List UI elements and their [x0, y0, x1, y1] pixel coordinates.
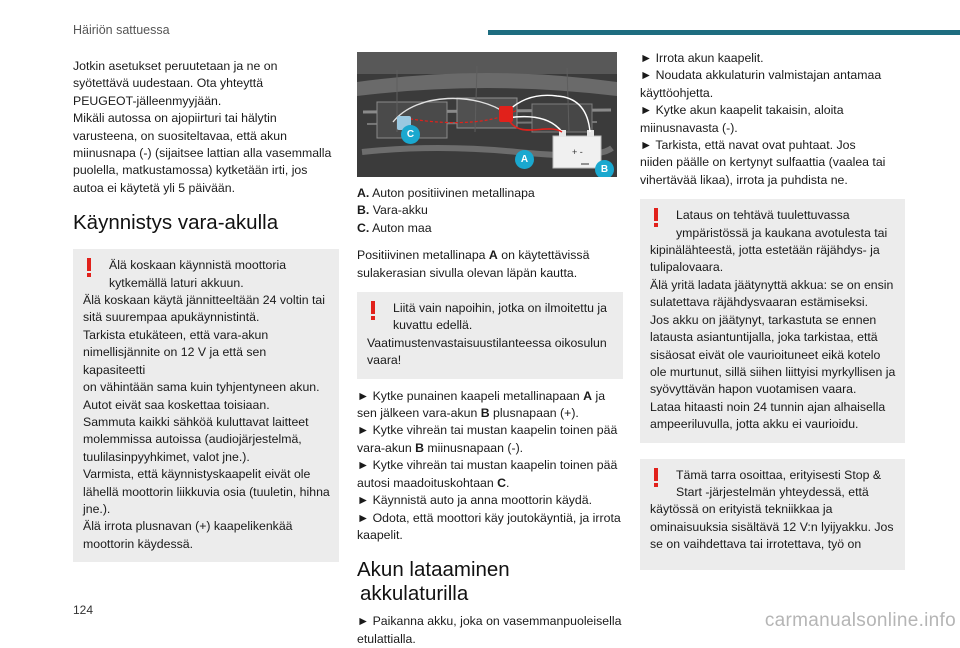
text-line: sulatettava räjähdysvaaran estämiseksi. [650, 295, 869, 310]
text-span: autosi maadoituskohtaan [357, 475, 498, 490]
text-line: moottorin käydessä. [83, 536, 194, 551]
jump-start-steps [357, 388, 623, 545]
text-line: Älä irrota plusnavan (+) kaapelikenkää [83, 519, 293, 534]
text-line [357, 388, 623, 405]
text-line: Varmista, että käynnistyskaapelit eivät ole [83, 467, 311, 482]
text-line: latausta asiantuntijalla, joka tarkistaa, että [650, 330, 878, 345]
text-line: se on vaihdettava tai irrotettava, työ on [650, 537, 862, 552]
text-line: ► Kytke vihreän tai mustan kaapelin toinen pää [357, 458, 618, 473]
text-line: PEUGEOT-jälleenmyyjään. [73, 93, 222, 108]
text-line: Start -järjestelmän yhteydessä, että [676, 484, 869, 499]
text-line: Älä yritä ladata jäätynyttä akkua: se on ensin [650, 277, 894, 292]
text-line: lähellä moottorin liikkuvia osia (tuuletin, hihna [83, 484, 330, 499]
text-span: vara-akun [357, 440, 416, 455]
text-span: plusnapaan (+). [489, 406, 579, 421]
legend-key: C. [357, 220, 370, 235]
text-line: Liitä vain napoihin, jotka on ilmoitettu ja [393, 301, 607, 316]
column-3 [640, 50, 905, 570]
text-line: autoa ei käytetä yli 5 päivään. [73, 180, 236, 195]
text-line: Tarkista etukäteen, että vara-akun [83, 327, 269, 342]
warning-box [357, 292, 623, 379]
charging-step [357, 613, 623, 648]
header-accent-bar [488, 30, 960, 35]
text-line [357, 247, 623, 264]
page-number: 124 [73, 603, 94, 617]
text-line: ampeeriluvulla, jotta akku ei vaurioidu. [650, 417, 859, 432]
text-line: Älä koskaan käytä jännitteeltään 24 voltin tai [83, 293, 325, 308]
text-line: puolella, matkustamossa) kytketään irti, jos [73, 163, 308, 178]
text-line: varusteena, on suositeltavaa, että akun [73, 128, 287, 143]
charging-steps [640, 50, 905, 189]
heading-jump-start: Käynnistys vara-akulla [73, 211, 279, 235]
legend-key: A. [357, 186, 370, 200]
text-span: ja [592, 388, 606, 403]
label-a-badge: A [515, 150, 534, 169]
column-1 [73, 58, 339, 562]
legend-text: Vara-akku [372, 203, 428, 218]
text-line: ominaisuuksia sisältävä 12 V:n lyijyakku. Jos [650, 519, 894, 534]
text-line: ► Kytke vihreän tai mustan kaapelin toinen pää [357, 423, 618, 438]
heading-line: akkulaturilla [360, 582, 469, 606]
heading-line: Akun lataaminen [357, 558, 510, 582]
text-bold: B [415, 440, 424, 455]
text-line: ► Irrota akun kaapelit. [640, 51, 764, 65]
text-line: Vaatimustenvastaisuustilanteessa oikosulun [367, 335, 607, 350]
figure-legend [357, 185, 623, 237]
text-line: ► Käynnistä auto ja anna moottorin käydä. [357, 493, 593, 508]
text-line: tulipalovaara. [650, 260, 724, 275]
text-line: kipinälähteestä, jotta estetään räjähdys- ja [650, 243, 880, 258]
text-line: ► Kytke akun kaapelit takaisin, aloita [640, 103, 844, 118]
battery-connection-illustration [357, 52, 617, 177]
text-line: ole murtunut, sillä siihen liittyisi myrkyllisen ja [650, 364, 896, 379]
text-line: Lataa hitaasti noin 24 tunnin ajan alhaisella [650, 399, 886, 414]
heading-charging [357, 558, 623, 606]
text-line: Tämä tarra osoittaa, erityisesti Stop & [676, 467, 882, 482]
text-line: sitä suurempaa apukäynnistintä. [83, 310, 260, 325]
legend-item [357, 185, 623, 202]
text-line: Jos akku on jäätynyt, tarkastuta se ennen [650, 312, 877, 327]
text-line: vihertävää likaa), irrota ja puhdista ne. [640, 172, 848, 187]
label-b-badge: B [595, 160, 614, 177]
text-line: ► Odota, että moottori käy joutokäyntiä, ja irrota [357, 510, 621, 525]
text-span: on käytettävissä [497, 248, 590, 263]
warning-icon [652, 468, 659, 487]
text-bold: B [480, 406, 490, 421]
text-line: miinusnavasta (-). [640, 120, 738, 135]
text-line: kytkemällä laturi akkuun. [109, 275, 244, 290]
text-line: nimellisjännite on 12 V ja että sen kapasiteetti [83, 345, 267, 377]
text-line: kuvattu edellä. [393, 318, 473, 333]
text-line: Älä koskaan käynnistä moottoria [109, 258, 287, 273]
warning-icon [369, 301, 376, 320]
text-line: vaara! [367, 353, 402, 368]
text-bold: A [488, 248, 498, 263]
warning-box [640, 459, 905, 570]
text-line: molemmissa autoissa (audiojärjestelmä, [83, 432, 302, 447]
column-2 [357, 52, 623, 648]
text-bold: C [497, 475, 507, 490]
text-line: Mikäli autossa on ajopiirturi tai hälytin [73, 111, 277, 126]
text-line: kaapelit. [357, 527, 403, 542]
text-line: käytössä on erityistä tekniikkaa ja [650, 502, 833, 517]
text-line: syötettävä uudestaan. Ota yhteyttä [73, 76, 264, 91]
text-line: ► Noudata akkulaturin valmistajan antamaa [640, 68, 882, 83]
text-line: miinusnapa (-) (sijaitsee lattian alla vasemmalla [73, 146, 332, 161]
text-line: sulakerasian sivulla olevan läpän kautta. [357, 265, 578, 280]
text-span: miinusnapaan (-). [424, 440, 524, 455]
label-c-badge: C [401, 125, 420, 144]
text-span: ► Kytke punainen kaapeli metallinapaan [357, 388, 584, 403]
text-line: ympäristössä ja kaukana avotulesta tai [676, 225, 888, 240]
text-line: käyttöohjetta. [640, 85, 714, 100]
text-line [357, 405, 623, 422]
text-line [357, 475, 623, 492]
legend-text: Auton positiivinen metallinapa [372, 186, 535, 200]
svg-text:+ -: + - [572, 147, 583, 157]
section-title: Häiriön sattuessa [73, 23, 170, 37]
text-line: etulattialla. [357, 631, 416, 646]
text-span: Positiivinen metallinapa [357, 248, 489, 263]
legend-text: Auton maa [372, 220, 432, 235]
legend-item [357, 220, 623, 237]
text-line: Autot eivät saa koskettaa toisiaan. [83, 397, 270, 412]
warning-icon [85, 258, 92, 277]
text-line: on vähintään sama kuin tyhjentyneen akun. [83, 380, 320, 395]
intro-paragraph [73, 58, 339, 197]
legend-key: B. [357, 203, 370, 218]
engine-bay-drawing [357, 52, 617, 177]
text-line: Lataus on tehtävä tuulettuvassa [676, 208, 850, 223]
text-line: niiden päälle on kertynyt sulfaattia (vaalea tai [640, 155, 886, 170]
text-line [357, 440, 623, 457]
text-bold: A [583, 388, 593, 403]
warning-icon [652, 208, 659, 227]
text-line: tuulilasinpyyhkimet, valot jne.). [83, 449, 250, 464]
watermark: carmanualsonline.info [764, 610, 956, 631]
text-line: jne.). [83, 501, 111, 516]
warning-box [640, 199, 905, 442]
text-span: sen jälkeen vara-akun [357, 406, 481, 421]
text-span: . [506, 475, 510, 490]
text-line: Jotkin asetukset peruutetaan ja ne on [73, 59, 278, 73]
text-line: syövyttävän hapon vuotamisen vaara. [650, 382, 857, 397]
text-line: ► Tarkista, että navat ovat puhtaat. Jos [640, 138, 856, 153]
text-line: sisäosat eivät ole vaurioituneet eikä kotelo [650, 347, 881, 362]
warning-box [73, 249, 339, 562]
text-line: Sammuta kaikki sähköä kuluttavat laitteet [83, 414, 309, 429]
legend-item [357, 202, 623, 219]
text-line: ► Paikanna akku, joka on vasemmanpuoleisella [357, 614, 622, 629]
metal-terminal-paragraph [357, 247, 623, 282]
